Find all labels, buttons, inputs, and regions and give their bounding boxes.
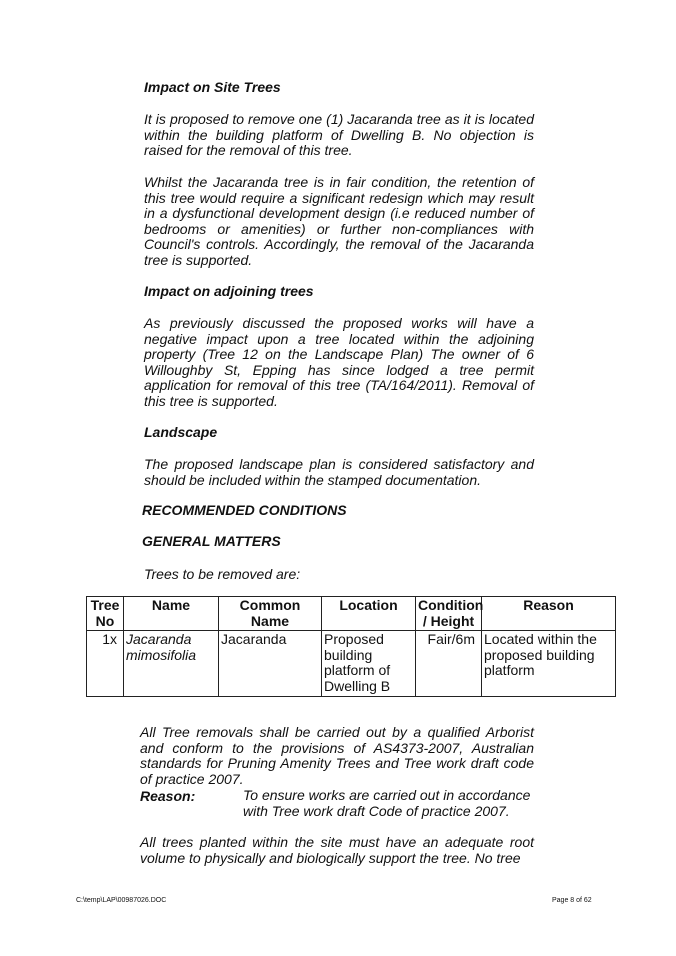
header-common-name: Common Name <box>219 597 322 631</box>
footer-file-path: C:\temp\LAP\00987026.DOC <box>76 897 167 904</box>
cell-reason: Located within the proposed building platform <box>482 631 616 696</box>
table-row <box>87 631 616 696</box>
footer-page-number: Page 8 of 62 <box>552 897 592 904</box>
header-condition-height: Condition / Height <box>416 597 482 631</box>
table-header-row <box>87 597 616 631</box>
cell-location: Proposed building platform of Dwelling B <box>322 631 416 696</box>
heading-landscape: Landscape <box>144 424 218 440</box>
heading-impact-site-trees: Impact on Site Trees <box>144 79 281 95</box>
heading-recommended-conditions: RECOMMENDED CONDITIONS <box>142 502 347 518</box>
header-reason: Reason <box>482 597 616 631</box>
cell-common-name: Jacaranda <box>219 631 322 696</box>
condition-tree-removals: All Tree removals shall be carried out by a qualified Arborist and conform to the provisions of AS4373-2007, Australian standards for Pruning Amenity Trees and Tree work draft code of practice 2007. <box>140 724 534 787</box>
reason-text: To ensure works are carried out in accordance with Tree work draft Code of practice 2007. <box>243 787 531 819</box>
header-location: Location <box>322 597 416 631</box>
heading-impact-adjoining-trees: Impact on adjoining trees <box>144 283 314 299</box>
condition-root-volume: All trees planted within the site must have an adequate root volume to physically and biologically support the tree. No tree <box>140 834 534 866</box>
header-name: Name <box>124 597 219 631</box>
paragraph-adjoining-trees: As previously discussed the proposed works will have a negative impact upon a tree located within the adjoining property (Tree 12 on the Landscape Plan) The owner of 6 Willoughby St, Epping has since lodged a tree permit application for removal of this tree (TA/164/2011). Removal of this tree is supported. <box>144 315 534 409</box>
paragraph-landscape: The proposed landscape plan is considered satisfactory and should be included within the stamped documentation. <box>144 456 534 488</box>
header-tree-no: Tree No <box>87 597 124 631</box>
trees-intro-text: Trees to be removed are: <box>144 566 301 582</box>
reason-label: Reason: <box>140 788 196 804</box>
heading-general-matters: GENERAL MATTERS <box>142 533 281 549</box>
paragraph-site-trees-1: It is proposed to remove one (1) Jacaranda tree as it is located within the building platform of Dwelling B. No objection is raised for the removal of this tree. <box>144 111 534 159</box>
cell-condition: Fair/6m <box>416 631 482 696</box>
trees-to-remove-table <box>86 596 616 697</box>
cell-tree-no: 1x <box>87 631 124 696</box>
paragraph-site-trees-2: Whilst the Jacaranda tree is in fair condition, the retention of this tree would require a significant redesign which may result in a dysfunctional development design (i.e reduced number of bedrooms or amenities) or further non-compliances with Council's controls. Accordingly, the removal of the Jacaranda tree is supported. <box>144 174 534 268</box>
cell-name: Jacaranda mimosifolia <box>124 631 219 696</box>
